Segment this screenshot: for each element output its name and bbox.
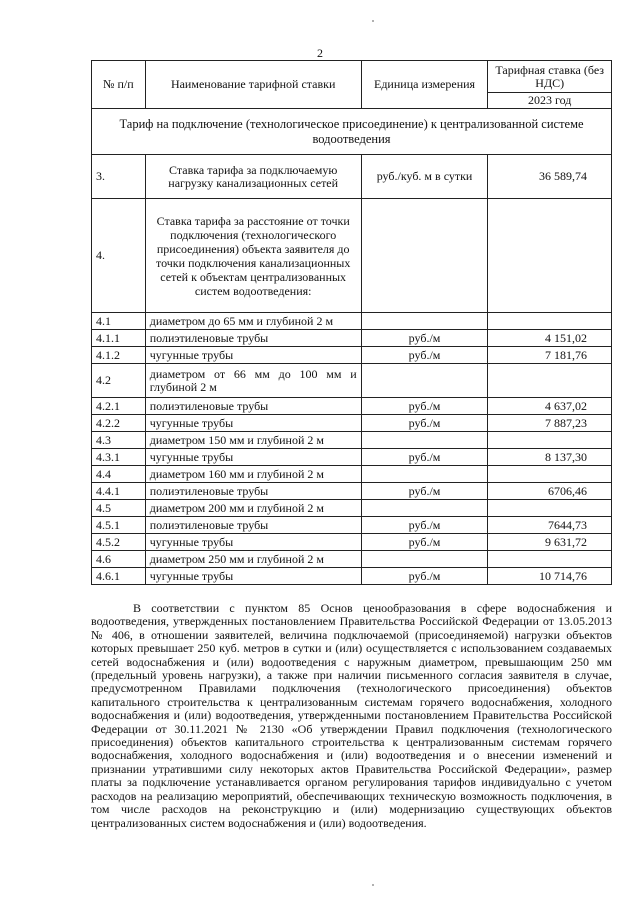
row-name: полиэтиленовые трубы — [145, 330, 361, 347]
row-value — [488, 466, 612, 483]
row-value: 4 637,02 — [488, 398, 612, 415]
row-value — [488, 551, 612, 568]
section-title: Тариф на подключение (технологическое присоединение) к централизованной системе водоотведения — [92, 109, 612, 155]
row-value: 6706,46 — [488, 483, 612, 500]
table-row — [92, 155, 612, 199]
table-row — [92, 347, 612, 364]
row-unit: руб./куб. м в сутки — [361, 155, 488, 199]
table-row — [92, 415, 612, 432]
row-name: диаметром от 66 мм до 100 мм и глубиной 2 м — [145, 364, 361, 398]
row-value: 10 714,76 — [488, 568, 612, 585]
row-name: полиэтиленовые трубы — [145, 398, 361, 415]
row-value — [488, 313, 612, 330]
row-value: 4 151,02 — [488, 330, 612, 347]
row-name: Ставка тарифа за расстояние от точки подключения (технологического присоединения) объекта заявителя до точки подключения канализационных сетей к объектам централизованных систем водоотведения: — [145, 199, 361, 313]
row-name: диаметром 150 мм и глубиной 2 м — [145, 432, 361, 449]
row-name: диаметром до 65 мм и глубиной 2 м — [145, 313, 361, 330]
row-unit — [361, 551, 488, 568]
row-name: полиэтиленовые трубы — [145, 517, 361, 534]
table-row — [92, 364, 612, 398]
row-unit: руб./м — [361, 517, 488, 534]
row-unit: руб./м — [361, 449, 488, 466]
row-name: чугунные трубы — [145, 534, 361, 551]
row-unit: руб./м — [361, 568, 488, 585]
header-unit: Единица измерения — [361, 61, 488, 109]
table-row — [92, 517, 612, 534]
row-num: 4.5.2 — [92, 534, 146, 551]
table-row — [92, 568, 612, 585]
row-name: чугунные трубы — [145, 347, 361, 364]
section-title-row — [92, 109, 612, 155]
header-num: № п/п — [92, 61, 146, 109]
row-unit: руб./м — [361, 483, 488, 500]
row-name: Ставка тарифа за подключаемую нагрузку канализационных сетей — [145, 155, 361, 199]
row-num: 4.1.1 — [92, 330, 146, 347]
row-value: 8 137,30 — [488, 449, 612, 466]
row-name: диаметром 160 мм и глубиной 2 м — [145, 466, 361, 483]
row-num: 4. — [92, 199, 146, 313]
table-row — [92, 330, 612, 347]
row-value — [488, 199, 612, 313]
row-unit — [361, 199, 488, 313]
row-num: 4.3.1 — [92, 449, 146, 466]
row-value — [488, 432, 612, 449]
row-unit — [361, 313, 488, 330]
row-num: 4.6 — [92, 551, 146, 568]
row-name: диаметром 250 мм и глубиной 2 м — [145, 551, 361, 568]
table-row — [92, 534, 612, 551]
row-num: 4.4 — [92, 466, 146, 483]
row-name: полиэтиленовые трубы — [145, 483, 361, 500]
row-num: 4.3 — [92, 432, 146, 449]
row-value: 7 181,76 — [488, 347, 612, 364]
row-unit: руб./м — [361, 534, 488, 551]
row-name: чугунные трубы — [145, 415, 361, 432]
row-unit: руб./м — [361, 347, 488, 364]
row-unit — [361, 500, 488, 517]
explanatory-paragraph: В соответствии с пунктом 85 Основ ценообразования в сфере водоснабжения и водоотведения, утвержденных постановлением Правительства Российской Федерации от 13.05.2013 № 406, в отношении заявителей, величина подключаемой (присоединяемой) нагрузки объектов которых превышает 250 куб. метров в сутки и (или) осуществляется с использованием создаваемых сетей водоснабжения и (или) водоотведения с наружным диаметром, превышающим 250 мм (предельный уровень нагрузки), а также при наличии письменного согласия заявителя в случае, предусмотренном Правилами подключения (технологического присоединения) объектов капитального строительства к централизованным системам горячего водоснабжения, холодного водоснабжения и (или) водоотведения, утвержденными постановлением Правительства Российской Федерации от 30.11.2021 № 2130 «Об утверждении Правил подключения (технологического присоединения) объектов капитального строительства к централизованным системам горячего водоснабжения, холодного водоснабжения и (или) водоотведения и о внесении изменений и признании утратившими силу некоторых актов Правительства Российской Федерации», размер платы за подключение устанавливается органом регулирования тарифов индивидуально с учетом расходов на реализацию мероприятий, обеспечивающих техническую возможность подключения, в том числе расходов на реконструкцию и (или) модернизацию существующих объектов централизованных систем водоснабжения и (или) водоотведения. — [91, 601, 612, 830]
row-num: 4.2.1 — [92, 398, 146, 415]
row-num: 4.2.2 — [92, 415, 146, 432]
scan-dot-bottom — [372, 884, 374, 886]
row-name: чугунные трубы — [145, 449, 361, 466]
header-rate: Тарифная ставка (без НДС) — [488, 61, 612, 93]
row-unit: руб./м — [361, 398, 488, 415]
row-value: 7 887,23 — [488, 415, 612, 432]
row-value: 36 589,74 — [488, 155, 612, 199]
row-num: 4.4.1 — [92, 483, 146, 500]
header-year: 2023 год — [488, 93, 612, 109]
row-unit: руб./м — [361, 330, 488, 347]
row-num: 4.6.1 — [92, 568, 146, 585]
tariff-rows — [92, 313, 612, 585]
row-value: 9 631,72 — [488, 534, 612, 551]
table-row — [92, 313, 612, 330]
table-row — [92, 398, 612, 415]
tariff-table — [91, 60, 612, 585]
table-row — [92, 500, 612, 517]
table-header-row — [92, 61, 612, 93]
scan-dot-top — [372, 20, 374, 22]
row-name: диаметром 200 мм и глубиной 2 м — [145, 500, 361, 517]
row-name: чугунные трубы — [145, 568, 361, 585]
row-num: 4.1.2 — [92, 347, 146, 364]
table-row — [92, 199, 612, 313]
header-name: Наименование тарифной ставки — [145, 61, 361, 109]
row-num: 4.5 — [92, 500, 146, 517]
page-number: 2 — [317, 46, 323, 60]
row-value — [488, 500, 612, 517]
table-row — [92, 551, 612, 568]
row-unit — [361, 364, 488, 398]
row-num: 3. — [92, 155, 146, 199]
row-unit: руб./м — [361, 415, 488, 432]
table-row — [92, 449, 612, 466]
row-value: 7644,73 — [488, 517, 612, 534]
row-num: 4.5.1 — [92, 517, 146, 534]
row-unit — [361, 466, 488, 483]
table-row — [92, 432, 612, 449]
table-row — [92, 466, 612, 483]
row-num: 4.1 — [92, 313, 146, 330]
row-unit — [361, 432, 488, 449]
row-num: 4.2 — [92, 364, 146, 398]
table-row — [92, 483, 612, 500]
row-value — [488, 364, 612, 398]
